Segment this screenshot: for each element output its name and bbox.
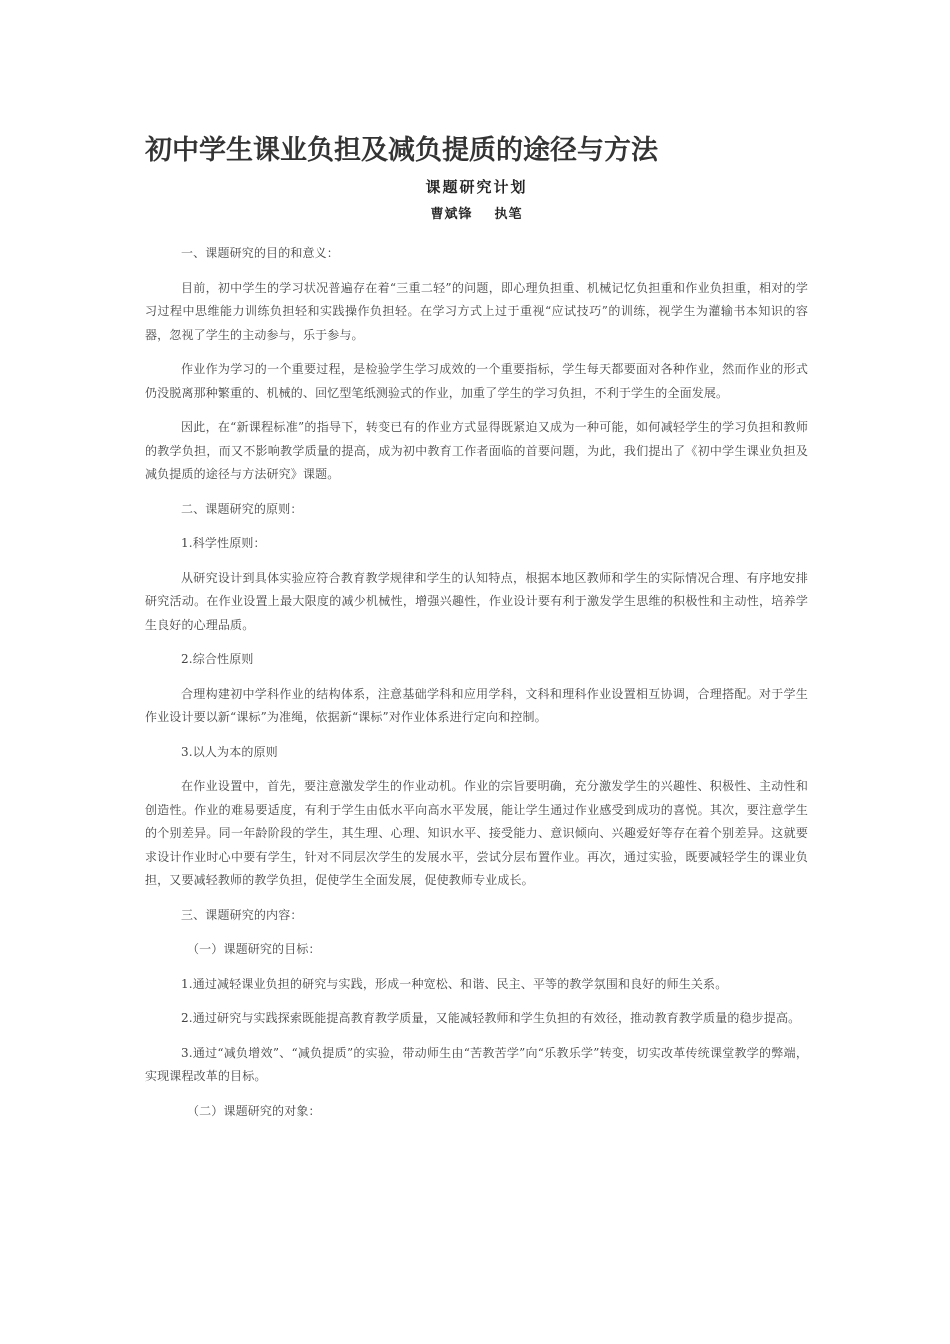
- author-name: 曹斌锋: [430, 207, 473, 222]
- paragraph: 因此，在“新课程标准”的指导下，转变已有的作业方式显得既紧迫又成为一种可能，如何减轻学生的学习负担和教师的教学负担，而又不影响教学质量的提高，成为初中教育工作者面临的首要问题，为此，我们提出了《初中学生课业负担及减负提质的途径与方法研究》课题。: [145, 420, 808, 481]
- subsection-heading: 2.综合性原则: [181, 652, 254, 666]
- author-line: [145, 198, 808, 226]
- section-heading: 三、课题研究的内容：: [181, 907, 303, 922]
- document-subtitle: 课题研究计划: [425, 178, 528, 196]
- paragraph: 从研究设计到具体实验应符合教育教学规律和学生的认知特点，根据本地区教师和学生的实际情况合理、有序地安排研究活动。在作业设置上最大限度的减少机械性，增强兴趣性，作业设计要有利于激发学生思维的积极性和主动性，培养学生良好的心理品质。: [145, 570, 808, 632]
- paragraph: 1.通过减轻课业负担的研究与实践，形成一种宽松、和谐、民主、平等的教学氛围和良好的师生关系。: [181, 976, 728, 991]
- paragraph: 在作业设置中，首先，要注意激发学生的作业动机。作业的宗旨要明确，充分激发学生的兴趣性、积极性、主动性和创造性。作业的难易要适度，有利于学生由低水平向高水平发展，能让学生通过作业感受到成功的喜悦。其次，要注意学生的个别差异。同一年龄阶段的学生，其生理、心理、知识水平、接受能力、意识倾向、兴趣爱好等存在着个别差异。这就要求设计作业时心中要有学生，针对不同层次学生的发展水平，尝试分层布置作业。再次，通过实验，既要减轻学生的课业负担，又要减轻教师的教学负担，促使学生全面发展，促使教师专业成长。: [145, 779, 808, 887]
- paragraph: 作业作为学习的一个重要过程，是检验学生学习成效的一个重要指标，学生每天都要面对各种作业，然而作业的形式仍没脱离那种繁重的、机械的、回忆型笔纸测验式的作业，加重了学生的学习负担，不利于学生的全面发展。: [145, 362, 808, 400]
- subsection-heading: （一）课题研究的目标：: [187, 942, 321, 956]
- paragraph: 合理构建初中学科作业的结构体系，注意基础学科和应用学科，文科和理科作业设置相互协调，合理搭配。对于学生作业设计要以新“课标”为准绳，依据新“课标”对作业体系进行定向和控制。: [145, 686, 808, 724]
- document-page: [145, 128, 808, 1134]
- paragraph: 2.通过研究与实践探索既能提高教育教学质量，又能减轻教师和学生负担的有效径，推动教育教学质量的稳步提高。: [181, 1011, 801, 1025]
- subsection-heading: 3.以人为本的原则: [181, 744, 278, 759]
- document-body: [145, 242, 808, 1123]
- section-heading: 一、课题研究的目的和意义：: [181, 246, 339, 260]
- subsection-heading: （二）课题研究的对象：: [187, 1103, 321, 1118]
- paragraph: 3.通过“减负增效”、“减负提质”的实验，带动师生由“苦教苦学”向“乐教乐学”转变，切实改革传统课堂教学的弊端，实现课程改革的目标。: [145, 1045, 808, 1083]
- author-role: 执笔: [494, 207, 523, 222]
- document-title: 初中学生课业负担及减负提质的途径与方法: [145, 135, 658, 166]
- section-heading: 二、课题研究的原则：: [181, 501, 303, 516]
- subsection-heading: 1.科学性原则：: [181, 536, 266, 550]
- paragraph: 目前，初中学生的学习状况普遍存在着“三重二轻”的问题，即心理负担重、机械记忆负担重和作业负担重，相对的学习过程中思维能力训练负担轻和实践操作负担轻。在学习方式上过于重视“应试技巧”的训练，视学生为灌输书本知识的容器，忽视了学生的主动参与，乐于参与。: [145, 280, 808, 342]
